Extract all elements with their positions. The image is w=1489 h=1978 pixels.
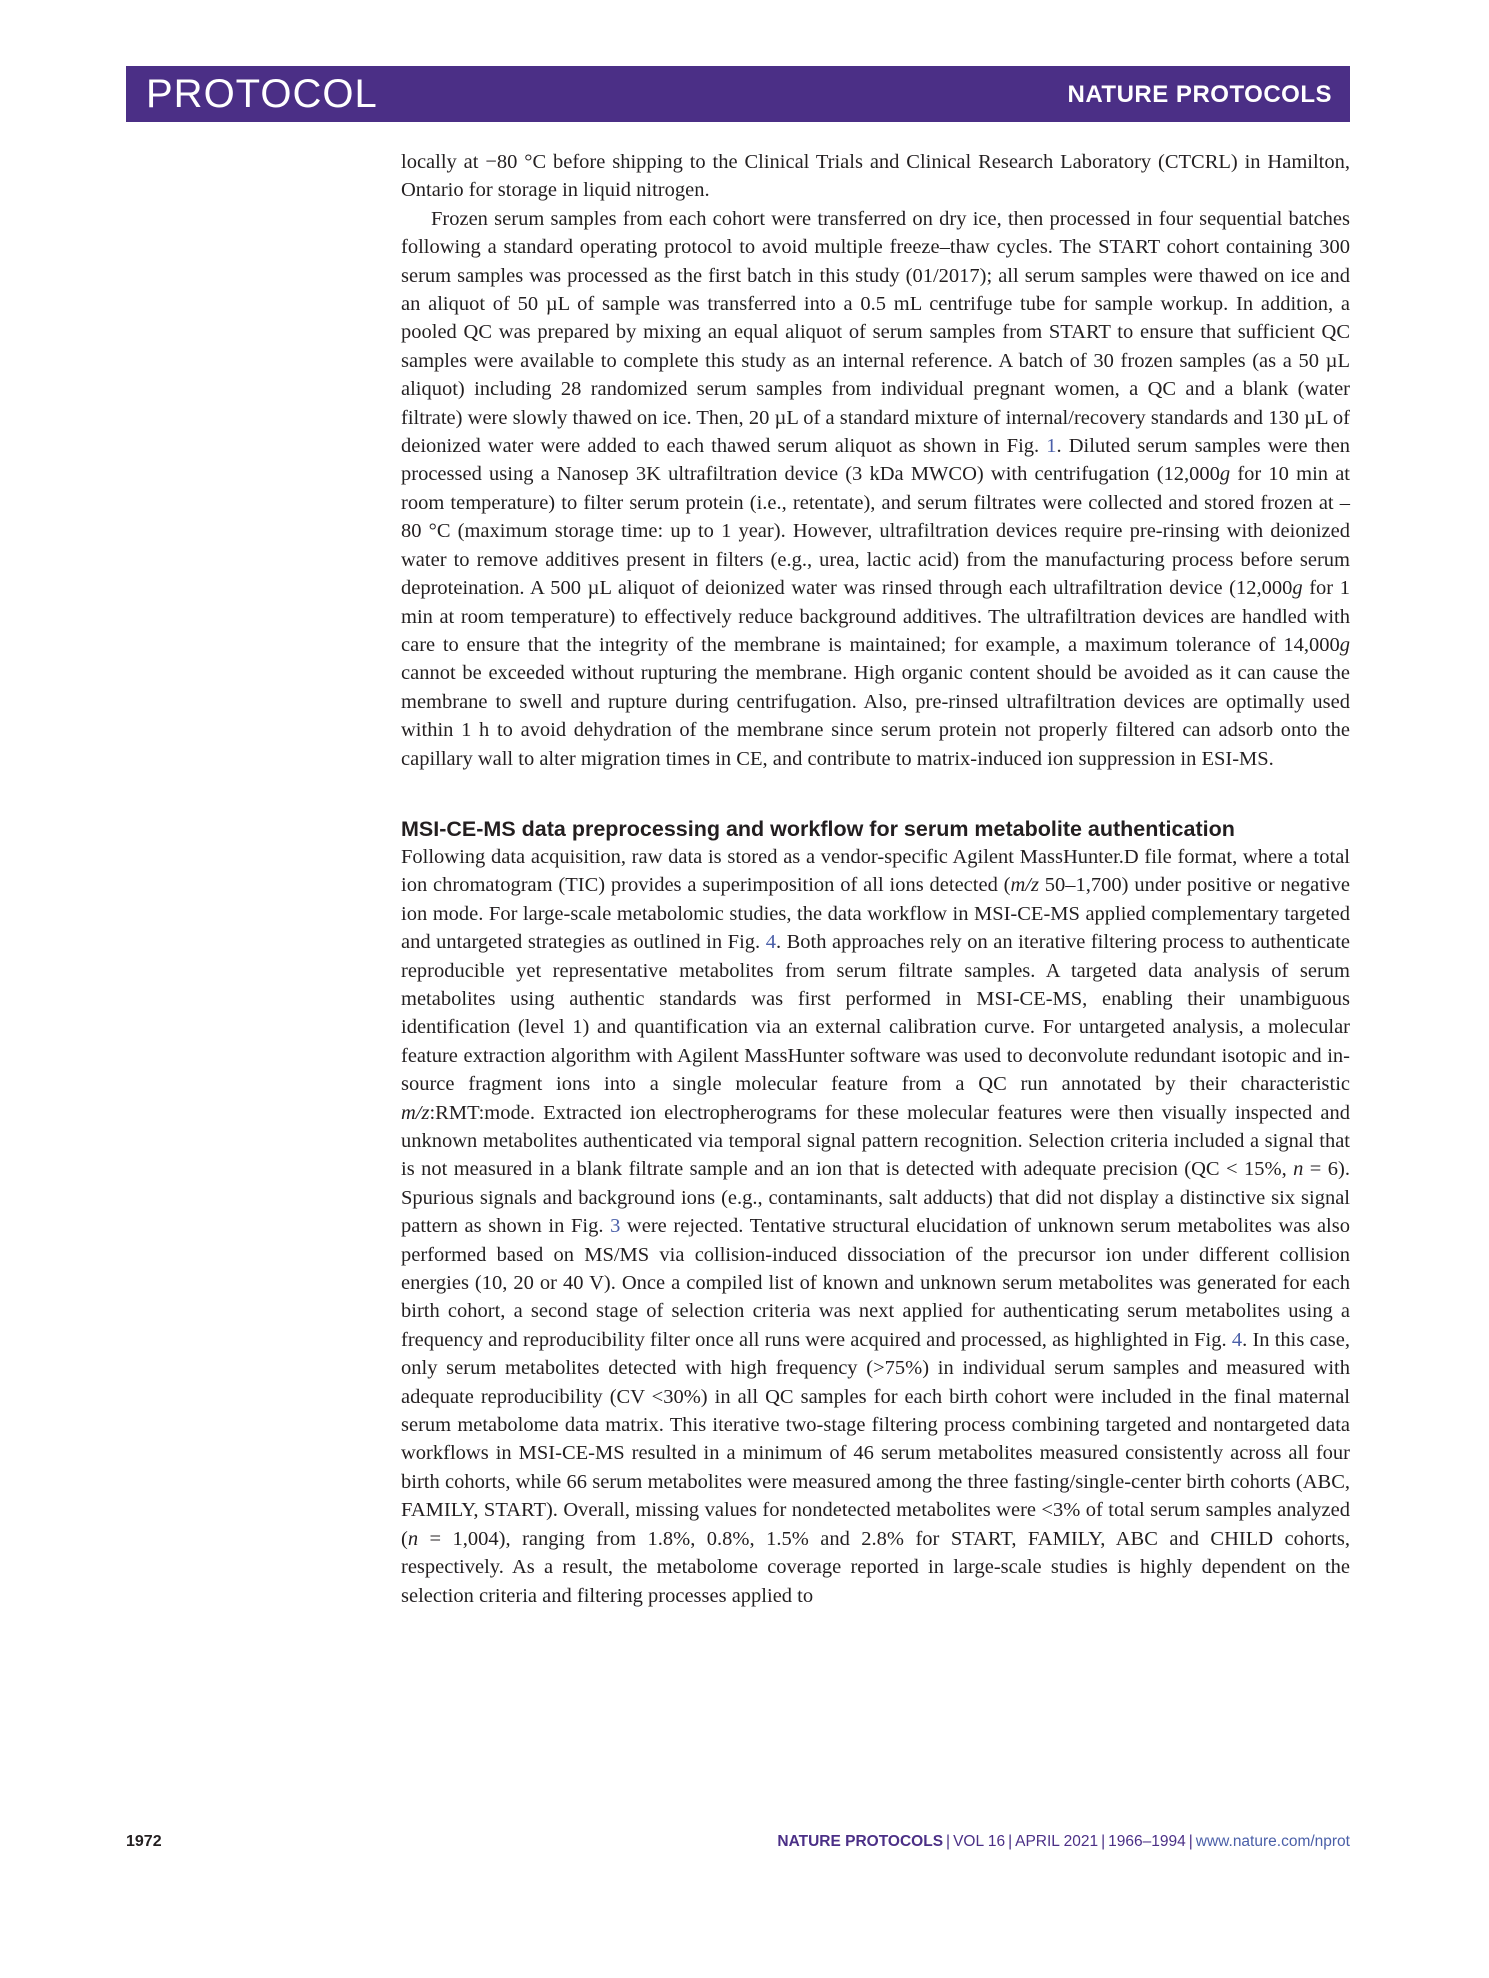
separator: | [1101,1833,1106,1850]
italic-mz: m/z [1010,874,1039,897]
italic-n: n [1293,1158,1304,1181]
footer-journal: NATURE PROTOCOLS [777,1833,944,1850]
footer-url-link[interactable]: www.nature.com/nprot [1195,1833,1350,1850]
paragraph-1-text: locally at −80 °C before shipping to the Clinical Trials and Clinical Research Laboratory (CTCRL) in Hamilton, Ontario for storage in liquid nitrogen. [401,151,1350,202]
section-heading: MSI-CE-MS data preprocessing and workflow for serum metabolite authentication [401,816,1235,841]
text-run: Frozen serum samples from each cohort were transferred on dry ice, then processed in four sequential batches following a standard operating protocol to avoid multiple freeze–thaw cycles. The START cohort containing 300 serum samples was processed as the first batch in this study (01/2017); all serum samples were thawed on ice and an aliquot of 50 µL of sample was transferred into a 0.5 mL centrifuge tube for sample workup. In addition, a pooled QC was prepared by mixing an equal aliquot of serum samples from START to ensure that sufficient QC samples were available to complete this study as an internal reference. A batch of 30 frozen samples (as a 50 µL aliquot) including 28 randomized serum samples from individual pregnant women, a QC and a blank (water filtrate) were slowly thawed on ice. Then, 20 µL of a standard mixture of internal/recovery standards and 130 µL of deionized water were added to each thawed serum aliquot as shown in Fig. [401,207,1350,458]
header-bar [126,66,1350,122]
text-run: . In this case, only serum metabolites detected with high frequency (>75%) in individual serum samples and measured with adequate reproducibility (CV <30%) in all QC samples for each birth cohort were included in the final maternal serum metabolome data matrix. This iterative two-stage filtering process combining targeted and nontargeted data workflows in MSI-CE-MS resulted in a minimum of 46 serum metabolites measured consistently across all four birth cohorts, while 66 serum metabolites were measured among the three fasting/single-center birth cohorts (ABC, FAMILY, START). Overall, missing values for nondetected metabolites were <3% of total serum samples analyzed ( [401,1328,1350,1550]
footer-volume: VOL 16 [953,1833,1006,1850]
text-run: = 1,004), ranging from 1.8%, 0.8%, 1.5% and 2.8% for START, FAMILY, ABC and CHILD cohorts, respectively. As a result, the metabolome coverage reported in large-scale studies is highly dependent on the selection criteria and filtering processes applied to [401,1527,1350,1607]
paragraph-1 [401,148,1350,205]
article-body [401,148,1350,1610]
italic-mz: m/z [401,1101,430,1124]
figure-4-link[interactable]: 4 [765,931,776,954]
text-run: for 1 min at room temperature) to effectively reduce background additives. The ultrafiltration devices are handled with care to ensure that the integrity of the membrane is maintained; for example, a maximum tolerance of 14,000 [401,577,1350,656]
text-run: cannot be exceeded without rupturing the membrane. High organic content should be avoided as it can cause the membrane to swell and rupture during centrifugation. Also, pre-rinsed ultrafiltration devices are optimally used within 1 h to avoid dehydration of the membrane since serum protein not properly filtered can adsorb onto the capillary wall to alter migration times in CE, and contribute to matrix-induced ion suppression in ESI-MS. [401,662,1350,770]
separator: | [1188,1833,1193,1850]
figure-1-link[interactable]: 1 [1046,435,1057,458]
italic-g: g [1339,633,1350,656]
text-run: = 6). Spurious signals and background ions (e.g., contaminants, salt adducts) that did not display a distinctive six signal pattern as shown in Fig. [401,1158,1350,1238]
text-run: . Diluted serum samples were then processed using a Nanosep 3K ultrafiltration device (3 kDa MWCO) with centrifugation (12,000 [401,435,1350,486]
page-number: 1972 [126,1833,162,1850]
journal-header-label: NATURE PROTOCOLS [1067,81,1332,108]
text-run: :RMT:mode. Extracted ion electropherograms for these molecular features were then visually inspected and unknown metabolites authenticated via temporal signal pattern recognition. Selection criteria included a signal that is not measured in a blank filtrate sample and an ion that is detected with adequate precision (QC < 15%, [401,1101,1350,1181]
text-run: . Both approaches rely on an iterative filtering process to authenticate reproducible yet representative metabolites from serum filtrate samples. A targeted data analysis of serum metabolites using authentic standards was first performed in MSI-CE-MS, enabling their unambiguous identification (level 1) and quantification via an external calibration curve. For untargeted analysis, a molecular feature extraction algorithm with Agilent MassHunter software was used to deconvolute redundant isotopic and in-source fragment ions into a single molecular feature from a QC run annotated by their characteristic [401,931,1350,1096]
paragraph-3 [401,843,1350,1610]
footer-citation [777,1833,1350,1851]
text-run: were rejected. Tentative structural elucidation of unknown serum metabolites was also performed based on MS/MS via collision-induced dissociation of the precursor ion under different collision energies (10, 20 or 40 V). Once a compiled list of known and unknown serum metabolites was generated for each birth cohort, a second stage of selection criteria was next applied for authenticating serum metabolites using a frequency and reproducibility filter once all runs were acquired and processed, as highlighted in Fig. [401,1215,1350,1351]
separator: | [1008,1833,1013,1850]
text-run: for 10 min at room temperature) to filter serum protein (i.e., retentate), and serum filtrates were collected and stored frozen at –80 °C (maximum storage time: up to 1 year). However, ultrafiltration devices require pre-rinsing with deionized water to remove additives present in filters (e.g., urea, lactic acid) from the manufacturing process before serum deproteination. A 500 µL aliquot of deionized water was rinsed through each ultrafiltration device (12,000 [401,463,1350,600]
section-type-label: PROTOCOL [146,72,378,116]
text-run: 50–1,700) under positive or negative ion mode. For large-scale metabolomic studies, the data workflow in MSI-CE-MS applied complementary targeted and untargeted strategies as outlined in Fig. [401,874,1350,954]
text-run: Following data acquisition, raw data is stored as a vendor-specific Agilent MassHunter.D file format, where a total ion chromatogram (TIC) provides a superimposition of all ions detected ( [401,845,1350,897]
footer-date: APRIL 2021 [1015,1833,1099,1850]
figure-4-link[interactable]: 4 [1231,1328,1243,1351]
italic-g: g [1219,463,1231,486]
figure-3-link[interactable]: 3 [610,1215,621,1238]
italic-n: n [407,1527,419,1550]
italic-g: g [1292,577,1303,600]
footer-pages: 1966–1994 [1108,1833,1186,1850]
paragraph-2 [401,205,1350,773]
separator: | [946,1833,951,1850]
